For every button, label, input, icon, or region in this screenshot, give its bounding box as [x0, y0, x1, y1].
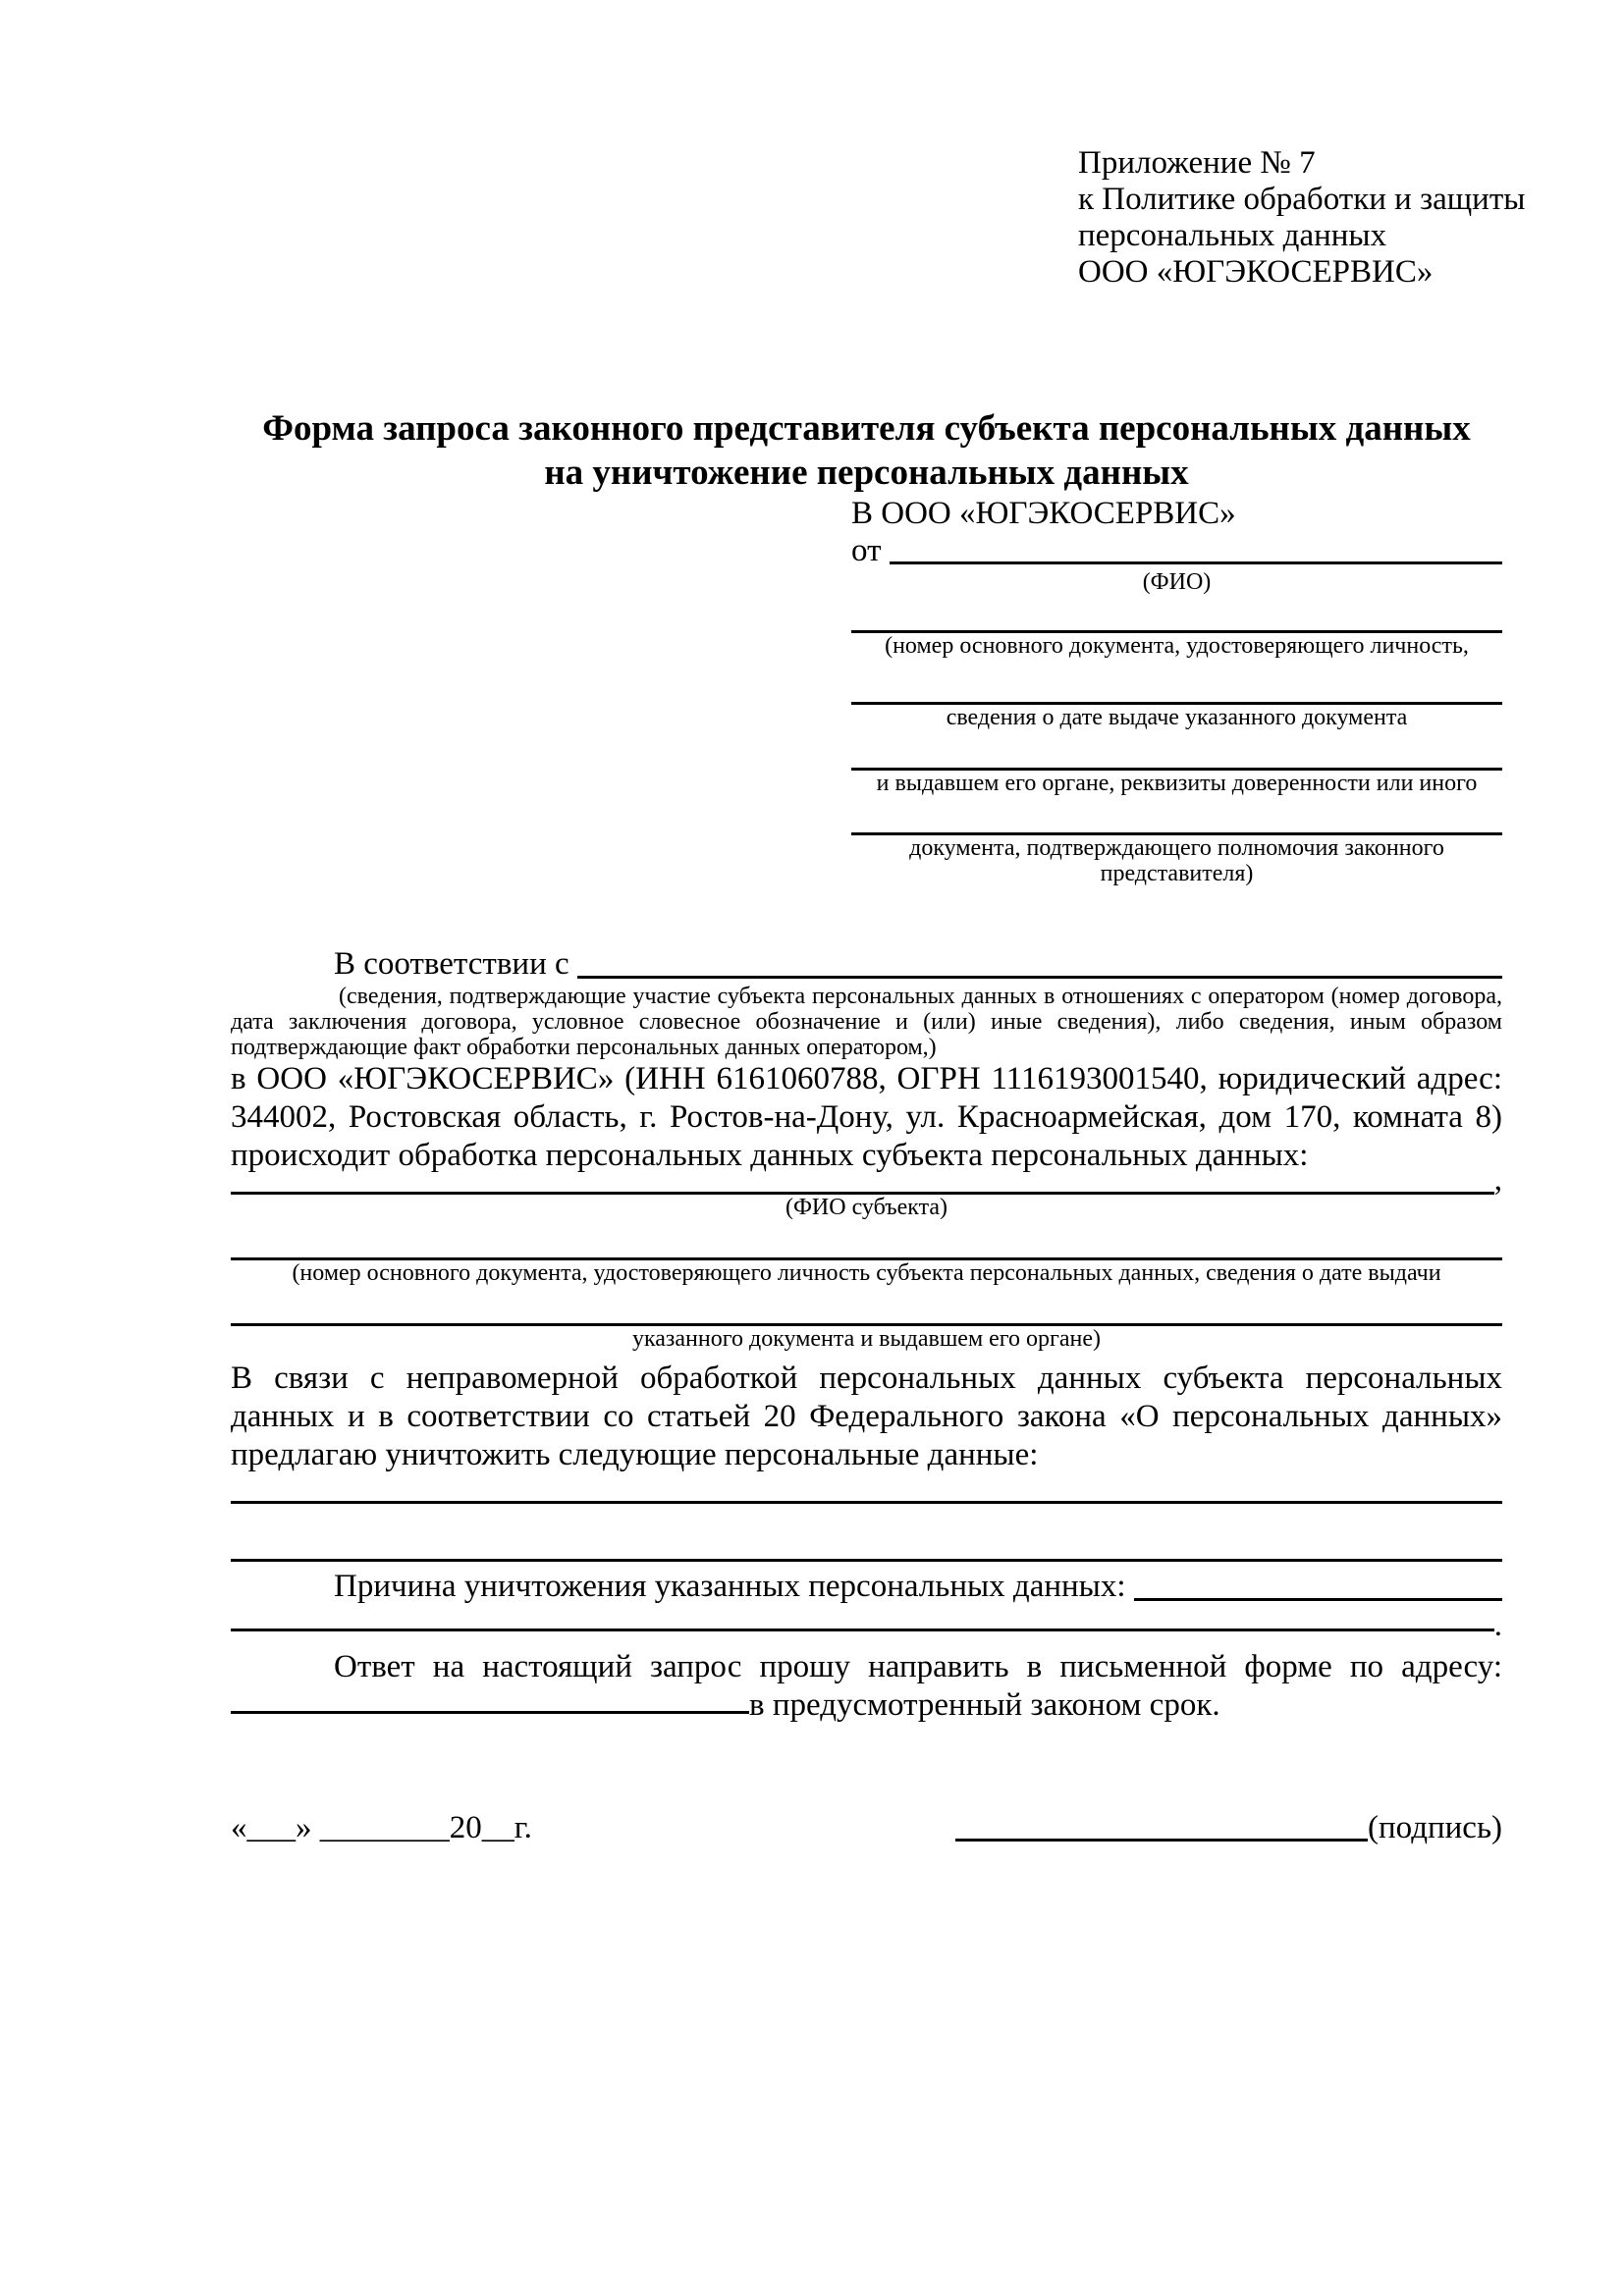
representative-doc-line-2: [851, 659, 1502, 705]
data-blank-line-1: [231, 1501, 1502, 1504]
from-row: [851, 532, 1502, 569]
reason-continuation-row: [231, 1606, 1502, 1643]
reason-period: .: [1493, 1608, 1502, 1643]
document-content: [231, 0, 1526, 1847]
annex-note: [1078, 145, 1526, 291]
subject-doc-caption-2: указанного документа и выдавшем его органе): [631, 1326, 1102, 1352]
annex-line: к Политике обработки и защиты: [1078, 182, 1526, 217]
subject-name-row: [231, 1162, 1502, 1198]
form-title-line-1: Форма запроса законного представителя субъекта персональных данных: [262, 408, 1471, 449]
subject-doc-line-2: [231, 1286, 1502, 1326]
date-line: «___» ________20__г.: [231, 1810, 532, 1845]
signature-line: [955, 1839, 1368, 1842]
representative-doc-line-3: [851, 730, 1502, 771]
annex-line: Приложение № 7: [1078, 145, 1316, 181]
trailing-comma: ,: [1493, 1162, 1502, 1198]
representative-doc-line-1: [851, 595, 1502, 633]
signature-caption: (подпись): [1368, 1810, 1502, 1845]
from-label: от: [851, 533, 890, 568]
reason-line: [1134, 1568, 1502, 1601]
form-title-line-2: на уничтожение персональных данных: [544, 453, 1189, 493]
representative-doc-line-4: [851, 796, 1502, 835]
accordance-row: [231, 945, 1502, 984]
signature-group: [955, 1809, 1502, 1847]
accordance-label: В соответствии с: [334, 946, 577, 982]
subject-doc-caption-1: (номер основного документа, удостоверяющего личность субъекта персональных данных, сведения о дате выдачи: [292, 1260, 1441, 1286]
reply-address-line: [231, 1686, 749, 1714]
accordance-caption: (сведения, подтверждающие участие субъекта персональных данных в отношениях с оператором (номер договора, дата заключения договора, условное словесное обозначение и (или) иные сведения), либо сведения, иным образом подтверждающие факт обработки персональных данных оператором,): [231, 984, 1502, 1060]
form-title: [231, 406, 1502, 495]
annex-line: ООО «ЮГЭКОСЕРВИС»: [1078, 254, 1434, 290]
addressee-line: В ООО «ЮГЭКОСЕРВИС»: [851, 496, 1236, 531]
reply-suffix: в предусмотренный законом срок.: [749, 1687, 1220, 1723]
reply-paragraph: Ответ на настоящий запрос прошу направить в письменной форме по адресу:: [334, 1649, 1502, 1684]
annex-line: персональных данных: [1078, 218, 1387, 253]
operator-paragraph: в ООО «ЮГЭКОСЕРВИС» (ИНН 6161060788, ОГРН 1116193001540, юридический адрес: 344002, Ростовская область, г. Ростов-на-Дону, ул. Красноармейская, дом 170, комната 8) происходит обработка персональных данных субъекта персональных данных:: [231, 1061, 1502, 1173]
footer-row: [231, 1809, 1502, 1847]
reply-address-row: [231, 1686, 1502, 1723]
authority-doc-caption: документа, подтверждающего полномочия законного представителя): [909, 835, 1444, 886]
data-blank-line-2: [231, 1559, 1502, 1562]
fio-caption: (ФИО): [1142, 569, 1212, 595]
reason-continuation-line: [231, 1629, 1494, 1631]
doc-number-caption: (номер основного документа, удостоверяющего личность,: [885, 633, 1469, 659]
issuing-authority-caption: и выдавшем его органе, реквизиты доверенности или иного: [876, 771, 1478, 796]
subject-doc-line-1: [231, 1220, 1502, 1260]
reason-label: Причина уничтожения указанных персональных данных:: [334, 1569, 1134, 1604]
reason-row: [231, 1568, 1502, 1606]
issue-date-caption: сведения о дате выдаче указанного документа: [946, 705, 1408, 730]
accordance-line: [577, 945, 1502, 979]
representative-name-line: [890, 532, 1502, 564]
subject-fio-caption: (ФИО субъекта): [785, 1195, 948, 1220]
demand-paragraph: В связи с неправомерной обработкой персональных данных субъекта персональных данных и в соответствии со статьей 20 Федерального закона «О персональных данных» предлагаю уничтожить следующие персональные данные:: [231, 1361, 1502, 1472]
recipient-block: [851, 495, 1502, 886]
